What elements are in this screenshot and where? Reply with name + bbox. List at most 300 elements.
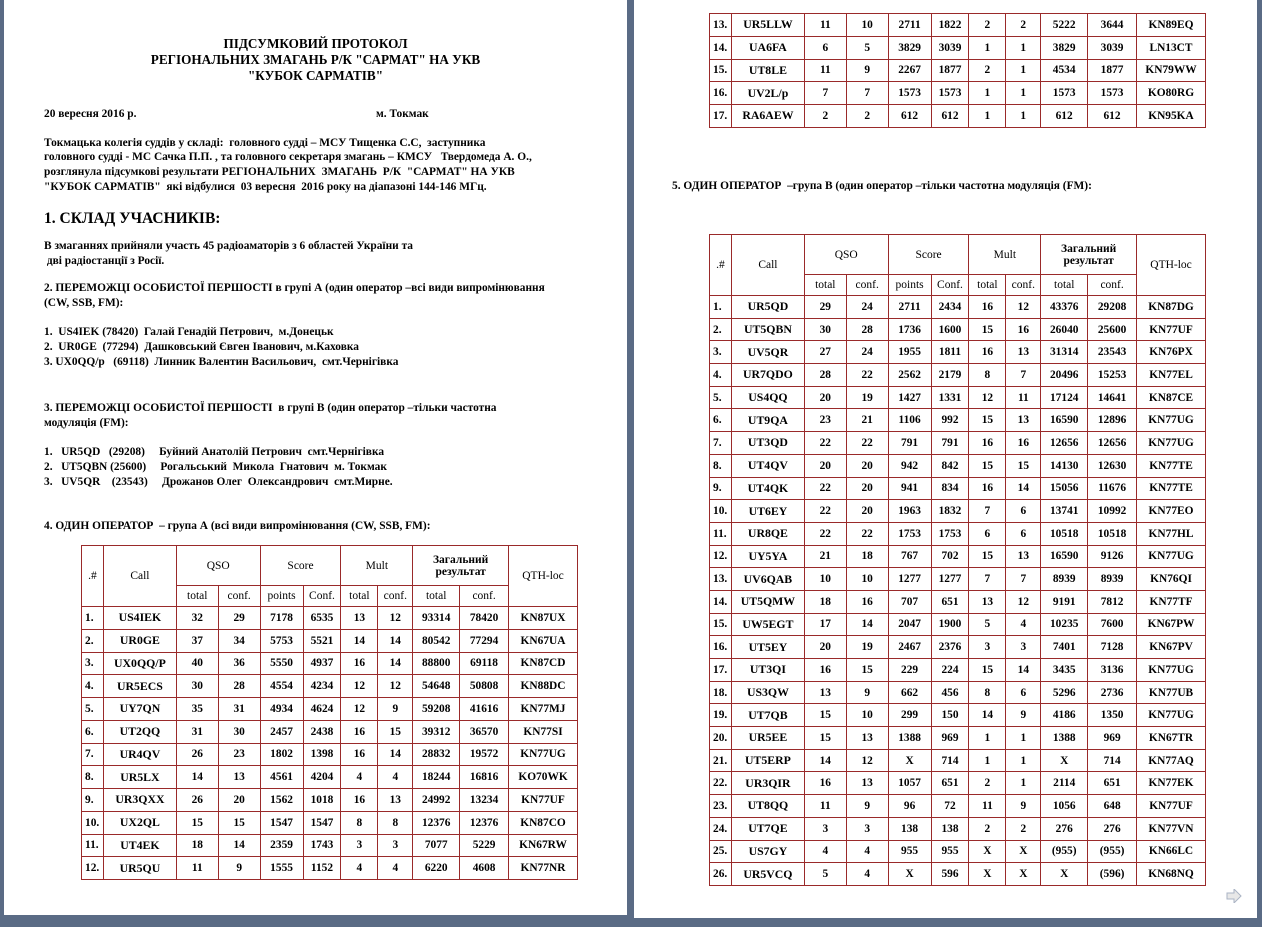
table-row [710,704,1206,727]
call-cell: UT3QD [731,432,804,455]
table-row [82,698,578,721]
row-number-cell: 14. [710,36,732,59]
mult-total-cell: 6 [969,522,1006,545]
table-row [82,789,578,812]
mult-total-cell: 16 [969,477,1006,500]
winner-a-line: 2. UR0GE (77294) Дашковський Євген Іванович, м.Каховка [44,341,359,353]
score-conf-cell: 955 [931,840,969,863]
call-cell: UT8QQ [731,795,804,818]
call-cell: UT8LE [731,59,804,82]
call-cell: US7GY [731,840,804,863]
qth-loc-cell: KN87UX [509,607,578,630]
score-conf-cell: 651 [931,590,969,613]
row-number-cell: 26. [710,863,732,886]
sub-qso-total: total [176,586,218,607]
result-conf-cell: 69118 [460,652,509,675]
score-points-cell: 662 [888,681,931,704]
qth-loc-cell: KN77TF [1137,590,1206,613]
qso-total-cell: 13 [804,681,846,704]
result-total-cell: 16590 [1041,409,1088,432]
result-total-cell: 612 [1041,105,1088,128]
mult-total-cell: 16 [341,743,378,766]
sub-score-points: points [888,275,931,296]
mult-conf-cell: 6 [1006,500,1041,523]
mult-conf-cell: 1 [1006,36,1041,59]
mult-conf-cell: 15 [378,720,413,743]
score-points-cell: 1427 [888,386,931,409]
call-cell: UX2QL [103,811,176,834]
call-cell: UT4QK [731,477,804,500]
qth-loc-cell: KN87CD [509,652,578,675]
result-conf-cell: 3039 [1088,36,1137,59]
sub-score-points: points [260,586,303,607]
sub-qso-conf: conf. [846,275,888,296]
qth-loc-cell: KN77UG [1137,659,1206,682]
mult-total-cell: 16 [341,720,378,743]
row-number-cell: 20. [710,727,732,750]
score-conf-cell: 3039 [931,36,969,59]
result-conf-cell: 50808 [460,675,509,698]
qth-loc-cell: KN95KA [1136,105,1205,128]
qso-total-cell: 31 [176,720,218,743]
row-number-cell: 18. [710,681,732,704]
table-row [710,82,1206,105]
header-result-line: результат [1063,254,1114,267]
score-conf-cell: 2376 [931,636,969,659]
qth-loc-cell: KN77UG [1137,432,1206,455]
mult-conf-cell: 3 [378,834,413,857]
mult-total-cell: 14 [341,629,378,652]
qso-total-cell: 11 [804,795,846,818]
sub-mult-total: total [341,586,378,607]
row-number-cell: 12. [710,545,732,568]
doc-title-line: ПІДСУМКОВИЙ ПРОТОКОЛ [223,36,408,51]
mult-total-cell: 13 [341,607,378,630]
call-cell: UR3QIR [731,772,804,795]
call-cell: UT7QB [731,704,804,727]
table-row [82,743,578,766]
winner-a-line: 1. US4IEK (78420) Галай Генадій Петрович, м.Донецьк [44,326,334,338]
qso-conf-cell: 19 [846,636,888,659]
mult-conf-cell: 13 [1006,545,1041,568]
table-row [710,59,1206,82]
result-conf-cell: 2736 [1088,681,1137,704]
qso-conf-cell: 22 [846,364,888,387]
result-conf-cell: 13234 [460,789,509,812]
row-number-cell: 17. [710,659,732,682]
qso-conf-cell: 31 [218,698,260,721]
doc-place: м. Токмак [376,108,429,120]
row-number-cell: 22. [710,772,732,795]
result-total-cell: 4534 [1041,59,1088,82]
table-row [710,105,1206,128]
table-row [82,607,578,630]
qso-conf-cell: 30 [218,720,260,743]
qso-conf-cell: 13 [846,727,888,750]
score-points-cell: 1753 [888,522,931,545]
result-conf-cell: 1573 [1088,82,1137,105]
mult-total-cell: 7 [969,500,1006,523]
mult-total-cell: 1 [969,36,1006,59]
score-conf-cell: 224 [931,659,969,682]
mult-total-cell: 15 [969,318,1006,341]
call-cell: UR8QE [731,522,804,545]
header-score: Score [888,235,969,275]
result-total-cell: 13741 [1041,500,1088,523]
qso-total-cell: 22 [804,522,846,545]
call-cell: UR5QU [103,857,176,880]
qso-total-cell: 11 [176,857,218,880]
result-conf-cell: 29208 [1088,296,1137,319]
result-conf-cell: 7812 [1088,590,1137,613]
call-cell: UT4EK [103,834,176,857]
qth-loc-cell: KN77UF [1137,318,1206,341]
mult-conf-cell: 13 [1006,341,1041,364]
row-number-cell: 19. [710,704,732,727]
call-cell: UT6EY [731,500,804,523]
mult-conf-cell: 16 [1006,318,1041,341]
table-row [710,681,1206,704]
table-row [710,749,1206,772]
qth-loc-cell: KN87DG [1137,296,1206,319]
score-conf-cell: 150 [931,704,969,727]
score-points-cell: 2457 [260,720,303,743]
mult-total-cell: 1 [969,749,1006,772]
row-number-cell: 4. [710,364,732,387]
score-points-cell: 96 [888,795,931,818]
result-total-cell: 26040 [1041,318,1088,341]
qso-conf-cell: 23 [218,743,260,766]
row-number-cell: 7. [82,743,104,766]
qso-conf-cell: 4 [846,840,888,863]
header-qso: QSO [176,546,260,586]
result-total-cell: 5222 [1041,14,1088,37]
table-row [710,772,1206,795]
call-cell: US3QW [731,681,804,704]
mult-total-cell: 12 [341,675,378,698]
qth-loc-cell: KN67RW [509,834,578,857]
sub-result-total: total [1041,275,1088,296]
sub-mult-total: total [969,275,1006,296]
header-qso: QSO [804,235,888,275]
score-points-cell: 4934 [260,698,303,721]
score-conf-cell: 596 [931,863,969,886]
mult-total-cell: 15 [969,454,1006,477]
mult-total-cell: 4 [341,857,378,880]
result-total-cell: 7077 [413,834,460,857]
result-total-cell: X [1041,749,1088,772]
table-row [710,318,1206,341]
mult-conf-cell: 8 [378,811,413,834]
score-conf-cell: 1822 [931,14,969,37]
qso-total-cell: 29 [804,296,846,319]
mult-conf-cell: 14 [378,652,413,675]
call-cell: UT5ERP [731,749,804,772]
intro-line: "КУБОК САРМАТІВ" які відбулися 03 вересня 2016 року на діапазоні 144-146 МГц. [44,181,487,193]
mult-total-cell: 16 [969,432,1006,455]
score-points-cell: 1955 [888,341,931,364]
mult-conf-cell: 1 [1006,727,1041,750]
mult-total-cell: 14 [969,704,1006,727]
row-number-cell: 7. [710,432,732,455]
qso-conf-cell: 20 [846,454,888,477]
result-total-cell: 93314 [413,607,460,630]
arrow-right-icon[interactable] [1226,889,1242,903]
row-number-cell: 13. [710,14,732,37]
mult-total-cell: 15 [969,659,1006,682]
mult-conf-cell: 4 [1006,613,1041,636]
score-points-cell: 1802 [260,743,303,766]
qth-loc-cell: KN67TR [1137,727,1206,750]
table-row [710,341,1206,364]
score-points-cell: 791 [888,432,931,455]
result-total-cell: 17124 [1041,386,1088,409]
qso-total-cell: 18 [804,590,846,613]
sub-qso-total: total [804,275,846,296]
mult-total-cell: 3 [969,636,1006,659]
header-result-line: Загальний [1061,242,1117,255]
qso-conf-cell: 7 [846,82,888,105]
qso-total-cell: 11 [804,59,846,82]
result-conf-cell: (955) [1088,840,1137,863]
winner-a-line: 3. UX0QQ/p (69118) Линник Валентин Васильович, смт.Чернігівка [44,356,399,368]
header-result-line: Загальний [432,553,489,566]
result-conf-cell: 12896 [1088,409,1137,432]
mult-total-cell: 4 [341,766,378,789]
call-cell: UR5LLW [731,14,804,37]
row-number-cell: 16. [710,636,732,659]
call-cell: UY5YA [731,545,804,568]
result-conf-cell: 7600 [1088,613,1137,636]
call-cell: US4QQ [731,386,804,409]
qso-total-cell: 15 [176,811,218,834]
qso-total-cell: 15 [804,704,846,727]
table-row [710,386,1206,409]
score-conf-cell: 1152 [303,857,341,880]
winner-b-line: 1. UR5QD (29208) Буйний Анатолій Петрович смт.Чернігівка [44,446,385,458]
result-conf-cell: 19572 [460,743,509,766]
qth-loc-cell: KO80RG [1136,82,1205,105]
score-conf-cell: 1811 [931,341,969,364]
score-conf-cell: 4624 [303,698,341,721]
mult-conf-cell: 2 [1006,14,1041,37]
row-number-cell: 10. [710,500,732,523]
mult-conf-cell: 16 [1006,432,1041,455]
winner-b-line: 3. UV5QR (23543) Дрожанов Олег Олександрович смт.Мирне. [44,476,393,488]
result-conf-cell: 16816 [460,766,509,789]
section1-line: В змаганнях прийняли участь 45 радіоаматорів з 6 областей України та [44,240,413,252]
table-row [710,795,1206,818]
doc-title-line: РЕГІОНАЛЬНИХ ЗМАГАНЬ Р/К "САРМАТ" НА УКВ [150,52,481,67]
row-number-cell: 11. [710,522,732,545]
header-qth: QTH-loc [509,546,578,607]
score-points-cell: 767 [888,545,931,568]
mult-total-cell: 8 [341,811,378,834]
mult-conf-cell: X [1006,840,1041,863]
table-row [710,14,1206,37]
qso-total-cell: 23 [804,409,846,432]
score-points-cell: 1736 [888,318,931,341]
row-number-cell: 21. [710,749,732,772]
mult-total-cell: 3 [341,834,378,857]
mult-total-cell: 7 [969,568,1006,591]
result-conf-cell: 1350 [1088,704,1137,727]
result-total-cell: 16590 [1041,545,1088,568]
call-cell: UR7QDO [731,364,804,387]
table-row [710,36,1206,59]
table-row [710,727,1206,750]
mult-total-cell: 12 [969,386,1006,409]
qth-loc-cell: KN77UG [1137,704,1206,727]
score-conf-cell: 1547 [303,811,341,834]
section3-line: модуляція (FM): [44,417,129,429]
score-conf-cell: 456 [931,681,969,704]
result-total-cell: 1388 [1041,727,1088,750]
result-total-cell: 4186 [1041,704,1088,727]
qth-loc-cell: LN13CT [1136,36,1205,59]
score-conf-cell: 72 [931,795,969,818]
row-number-cell: 12. [82,857,104,880]
result-conf-cell: 651 [1088,772,1137,795]
mult-conf-cell: 12 [1006,590,1041,613]
mult-conf-cell: 1 [1006,105,1041,128]
mult-total-cell: 12 [341,698,378,721]
row-number-cell: 2. [82,629,104,652]
result-total-cell: 1573 [1041,82,1088,105]
call-cell: UR5EE [731,727,804,750]
qso-total-cell: 5 [804,863,846,886]
result-conf-cell: 41616 [460,698,509,721]
score-conf-cell: 2179 [931,364,969,387]
qth-loc-cell: KN77UG [1137,409,1206,432]
qso-total-cell: 14 [176,766,218,789]
result-conf-cell: 15253 [1088,364,1137,387]
result-conf-cell: 23543 [1088,341,1137,364]
qso-total-cell: 26 [176,789,218,812]
qso-conf-cell: 10 [846,704,888,727]
qth-loc-cell: KN77AQ [1137,749,1206,772]
row-number-cell: 5. [710,386,732,409]
table-row [710,432,1206,455]
score-points-cell: 2562 [888,364,931,387]
score-points-cell: 1388 [888,727,931,750]
table-header-row [82,546,578,586]
score-points-cell: 1106 [888,409,931,432]
score-conf-cell: 2438 [303,720,341,743]
mult-total-cell: 16 [341,652,378,675]
qso-conf-cell: 20 [846,477,888,500]
row-number-cell: 25. [710,840,732,863]
section2-line: 2. ПЕРЕМОЖЦІ ОСОБИСТОЇ ПЕРШОСТІ в групі А (один оператор –всі види випромінювання [44,282,545,294]
section3-line: 3. ПЕРЕМОЖЦІ ОСОБИСТОЇ ПЕРШОСТІ в групі В (один оператор –тільки частотна [44,402,497,414]
qth-loc-cell: KN77HL [1137,522,1206,545]
qth-loc-cell: KN77UG [1137,545,1206,568]
score-points-cell: 3829 [888,36,931,59]
result-total-cell: 54648 [413,675,460,698]
result-total-cell: 9191 [1041,590,1088,613]
call-cell: UR5VCQ [731,863,804,886]
qth-loc-cell: KO70WK [509,766,578,789]
qso-total-cell: 21 [804,545,846,568]
call-cell: UY7QN [103,698,176,721]
qso-total-cell: 4 [804,840,846,863]
result-total-cell: 18244 [413,766,460,789]
header-call: Call [731,235,804,296]
qso-conf-cell: 22 [846,432,888,455]
header-result-line: результат [435,565,486,578]
qso-total-cell: 20 [804,386,846,409]
qso-conf-cell: 10 [846,14,888,37]
score-conf-cell: 791 [931,432,969,455]
result-conf-cell: 9126 [1088,545,1137,568]
mult-conf-cell: 2 [1006,817,1041,840]
table-row [82,675,578,698]
qso-total-cell: 30 [176,675,218,698]
doc-title-line: "КУБОК САРМАТІВ" [247,68,384,83]
mult-conf-cell: 13 [1006,409,1041,432]
mult-conf-cell: 7 [1006,568,1041,591]
qso-total-cell: 22 [804,500,846,523]
row-number-cell: 1. [710,296,732,319]
qth-loc-cell: KN77TE [1137,454,1206,477]
result-conf-cell: 25600 [1088,318,1137,341]
score-points-cell: 2359 [260,834,303,857]
qso-conf-cell: 13 [846,772,888,795]
mult-conf-cell: 1 [1006,82,1041,105]
qth-loc-cell: KN77UG [509,743,578,766]
mult-conf-cell: 1 [1006,772,1041,795]
mult-conf-cell: 14 [1006,659,1041,682]
score-points-cell: 229 [888,659,931,682]
qso-total-cell: 28 [804,364,846,387]
result-total-cell: 24992 [413,789,460,812]
qth-loc-cell: KN77TE [1137,477,1206,500]
qso-conf-cell: 9 [846,795,888,818]
qth-loc-cell: KN67PW [1137,613,1206,636]
qso-total-cell: 2 [804,105,846,128]
call-cell: UT5QBN [731,318,804,341]
section-heading: 5. ОДИН ОПЕРАТОР –група В (один оператор –тільки частотна модуляція (FM): [672,180,1092,192]
qso-total-cell: 16 [804,772,846,795]
result-total-cell: 59208 [413,698,460,721]
result-total-cell: 88800 [413,652,460,675]
document-page-left [4,0,627,915]
qso-total-cell: 6 [804,36,846,59]
header-score: Score [260,546,341,586]
table-row [710,454,1206,477]
result-total-cell: (955) [1041,840,1088,863]
mult-conf-cell: 14 [1006,477,1041,500]
qth-loc-cell: KN77UF [1137,795,1206,818]
result-total-cell: 28832 [413,743,460,766]
mult-total-cell: 11 [969,795,1006,818]
qso-total-cell: 17 [804,613,846,636]
qso-conf-cell: 36 [218,652,260,675]
qth-loc-cell: KN79WW [1136,59,1205,82]
result-total-cell: 39312 [413,720,460,743]
row-number-cell: 6. [710,409,732,432]
qth-loc-cell: KN77MJ [509,698,578,721]
qso-conf-cell: 29 [218,607,260,630]
call-cell: US4IEK [103,607,176,630]
row-number-cell: 14. [710,590,732,613]
mult-conf-cell: 1 [1006,59,1041,82]
qso-conf-cell: 20 [846,500,888,523]
result-total-cell: 2114 [1041,772,1088,795]
result-conf-cell: 12630 [1088,454,1137,477]
qso-conf-cell: 16 [846,590,888,613]
qso-conf-cell: 3 [846,817,888,840]
